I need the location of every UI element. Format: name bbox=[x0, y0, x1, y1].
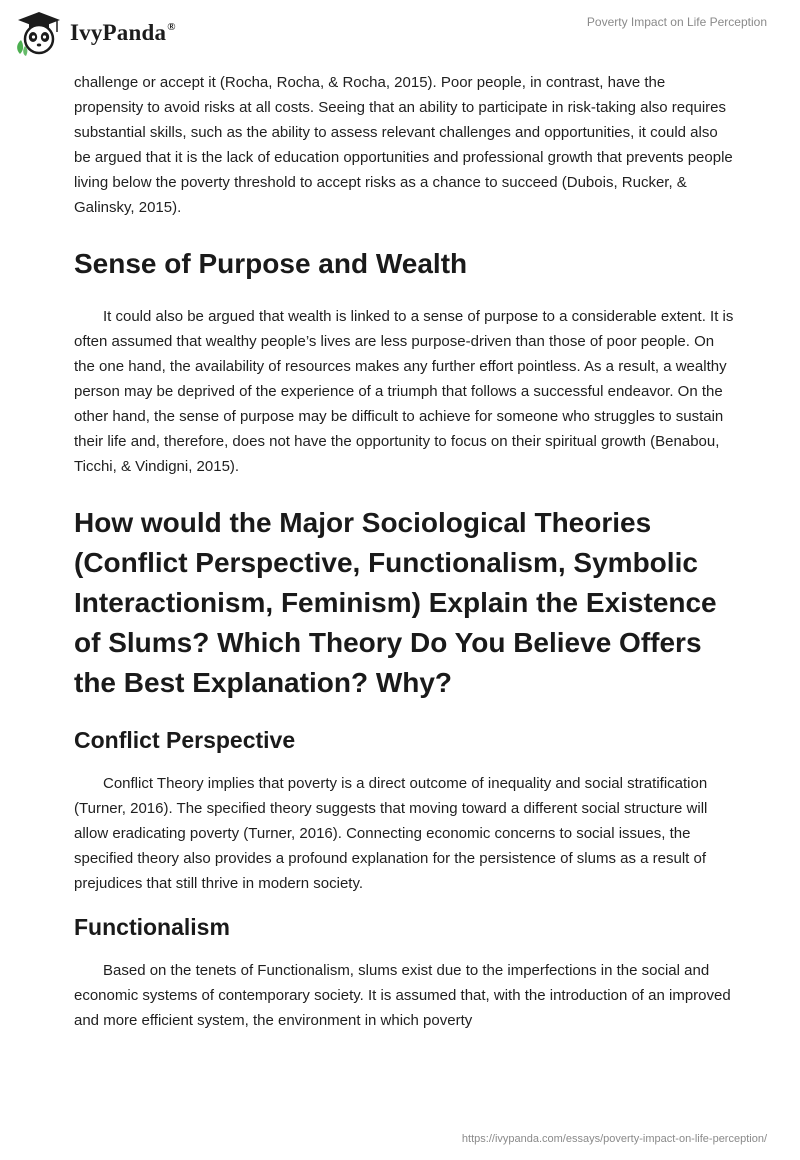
heading-sense-of-purpose: Sense of Purpose and Wealth bbox=[74, 248, 468, 279]
brand-name: IvyPanda® bbox=[70, 20, 176, 45]
ivypanda-logo[interactable] bbox=[14, 10, 176, 56]
heading-conflict-perspective: Conflict Perspective bbox=[74, 727, 296, 753]
paragraph-conflict: Conflict Theory implies that poverty is a direct outcome of inequality and social stratification (Turner, 2016). The specified theory suggests that moving toward a different social structure will allow eradicating poverty (Turner, 2016). Connecting economic concerns to social issues, the specified theory also provides a profound explanation for the persistence of slums as a result of prejudices that still thrive in modern society. bbox=[74, 775, 708, 892]
paragraph-functionalism: Based on the tenets of Functionalism, slums exist due to the imperfections in the social and economic systems of contemporary society. It is assumed that, with the introduction of an improved and more efficient system, the environment in which poverty bbox=[74, 962, 731, 1029]
article-body bbox=[74, 70, 734, 1033]
paragraph-purpose: It could also be argued that wealth is linked to a sense of purpose to a considerable extent. It is often assumed that wealthy people’s lives are less purpose-driven than those of poor people. On the one hand, the availability of resources makes any further effort pointless. As a result, a wealthy person may be deprived of the experience of a triumph that follows a successful endeavor. On the other hand, the sense of purpose may be difficult to achieve for someone who struggles to sustain their life and, therefore, does not have the opportunity to focus on their spiritual growth (Benabou, Ticchi, & Vindigni, 2015). bbox=[74, 308, 734, 475]
source-url[interactable]: https://ivypanda.com/essays/poverty-impact-on-life-perception/ bbox=[461, 1133, 767, 1145]
page-header bbox=[0, 0, 800, 64]
paragraph-risk: challenge or accept it (Rocha, Rocha, & Rocha, 2015). Poor people, in contrast, have the propensity to avoid risks at all costs. Seeing that an ability to participate in risk-taking also requires substantial skills, such as the ability to assess relevant challenges and opportunities, it could also be argued that it is the lack of education opportunities and professional growth that prevents people living below the poverty threshold to accept risks as a chance to succeed (Dubois, Rucker, & Galinsky, 2015). bbox=[74, 74, 733, 216]
document-title: Poverty Impact on Life Perception bbox=[586, 15, 767, 29]
registered-mark: ® bbox=[167, 21, 176, 33]
heading-functionalism: Functionalism bbox=[74, 914, 230, 940]
panda-logo-icon bbox=[14, 10, 64, 56]
heading-sociological-theories: How would the Major Sociological Theories (Conflict Perspective, Functionalism, Symbolic Interactionism, Feminism) Explain the Existence of Slums? Which Theory Do You Believe Offers the Best Explanation? Why? bbox=[74, 507, 717, 698]
